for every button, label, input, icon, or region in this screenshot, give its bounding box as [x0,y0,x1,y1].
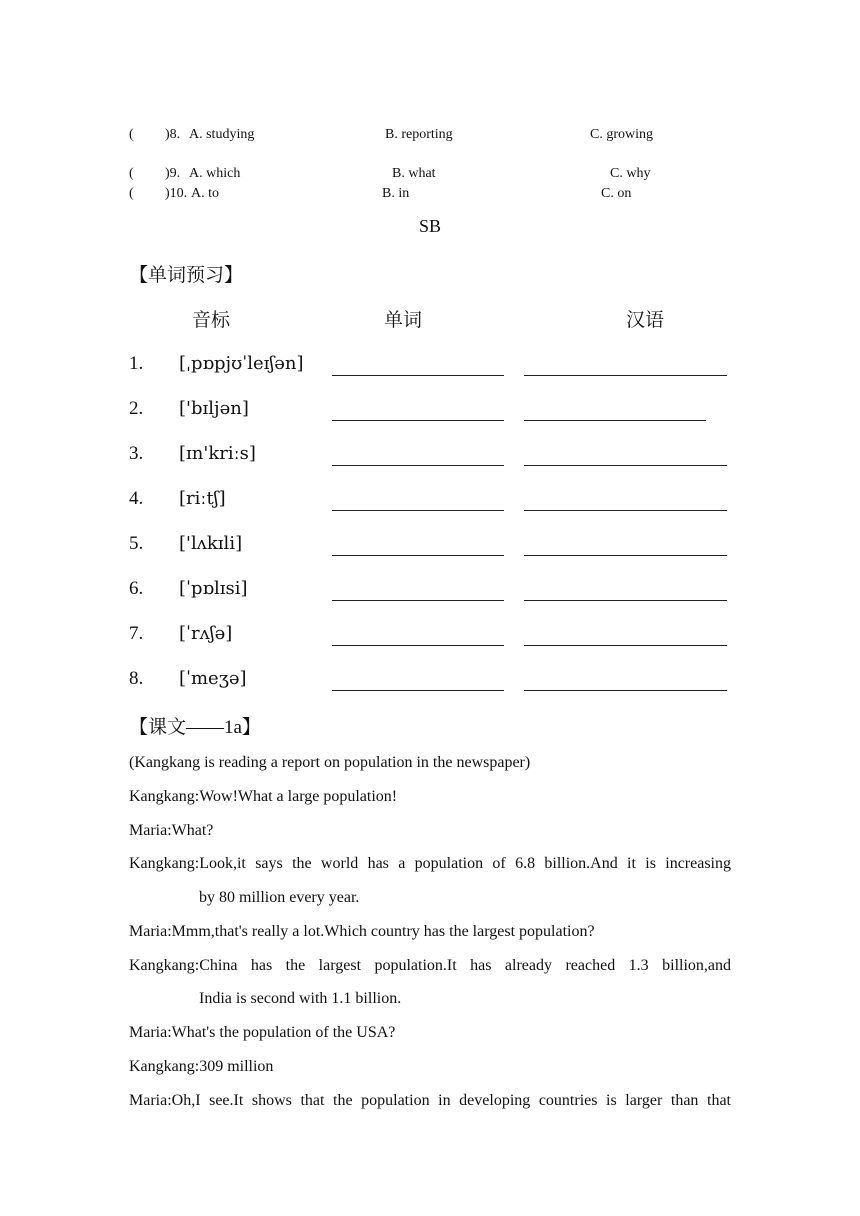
row-number: 8. [129,668,144,689]
row-number: 7. [129,623,144,644]
vocab-row [129,443,729,469]
row-number: 6. [129,578,144,599]
word-blank[interactable] [332,420,504,421]
chinese-blank[interactable] [524,510,727,511]
word-blank[interactable] [332,555,504,556]
answer-paren: ( [129,186,134,201]
dialogue-line: Maria:Oh,I see.It shows that the population in developing countries is larger than that [129,1092,731,1109]
row-number: 5. [129,533,144,554]
word-blank[interactable] [332,600,504,601]
chinese-blank[interactable] [524,465,727,466]
dialogue-line: Kangkang:Wow!What a large population! [129,788,398,805]
dialogue-line: by 80 million every year. [199,889,360,906]
dialogue-line: Maria:What's the population of the USA? [129,1024,396,1041]
text-intro: (Kangkang is reading a report on population in the newspaper) [129,754,531,771]
option-c: C. on [601,186,632,201]
option-b: B. in [382,186,410,201]
question-number: )9. [165,166,181,181]
phonetic: [ˈrʌʃə] [179,623,233,644]
dialogue-line: Kangkang:Look,it says the world has a population of 6.8 billion.And it is increasing [129,855,731,872]
word-blank[interactable] [332,465,504,466]
row-number: 4. [129,488,144,509]
option-c: C. why [610,166,651,181]
option-b: B. reporting [385,127,453,142]
answer-paren: ( [129,127,134,142]
vocab-row [129,578,729,604]
phonetic: [ɪn'kriːs] [179,443,256,464]
col-header-word: 单词 [384,310,423,331]
vocab-row [129,398,729,424]
chinese-blank[interactable] [524,420,706,421]
phonetic: [ˈpɒlɪsi] [179,578,248,599]
row-number: 1. [129,353,144,374]
phonetic: ['bɪljən] [179,398,249,419]
phonetic: ['lʌkɪli] [179,533,243,554]
phonetic: [ˈmeʒə] [179,668,247,689]
vocab-row [129,353,729,379]
dialogue-line: India is second with 1.1 billion. [199,990,402,1007]
chinese-blank[interactable] [524,690,727,691]
row-number: 2. [129,398,144,419]
chinese-blank[interactable] [524,555,727,556]
option-c: C. growing [590,127,653,142]
word-blank[interactable] [332,690,504,691]
vocab-row [129,623,729,649]
word-blank[interactable] [332,375,504,376]
dialogue-line: Kangkang:309 million [129,1058,274,1075]
option-a: A. studying [189,127,255,142]
vocab-row [129,533,729,559]
option-b: B. what [392,166,436,181]
text-heading: 【课文——1a】 [129,717,261,738]
answer-paren: ( [129,166,134,181]
section-title: SB [418,216,442,236]
vocab-heading: 【单词预习】 [129,265,244,286]
chinese-blank[interactable] [524,600,727,601]
row-number: 3. [129,443,144,464]
phonetic: [ˌpɒpjʊˈleɪʃən] [179,353,304,374]
dialogue-line: Kangkang:China has the largest population.It has already reached 1.3 billion,and [129,957,731,974]
option-a: A. to [191,186,219,201]
question-number: )10. [165,186,188,201]
col-header-ipa: 音标 [192,310,231,331]
dialogue-line: Maria:What? [129,822,214,839]
dialogue-line: Maria:Mmm,that's really a lot.Which country has the largest population? [129,923,595,940]
vocab-row [129,668,729,694]
vocab-row [129,488,729,514]
phonetic: [riːtʃ] [179,488,226,509]
option-a: A. which [189,166,241,181]
chinese-blank[interactable] [524,645,727,646]
word-blank[interactable] [332,645,504,646]
chinese-blank[interactable] [524,375,727,376]
question-number: )8. [165,127,181,142]
word-blank[interactable] [332,510,504,511]
col-header-chinese: 汉语 [626,310,665,331]
